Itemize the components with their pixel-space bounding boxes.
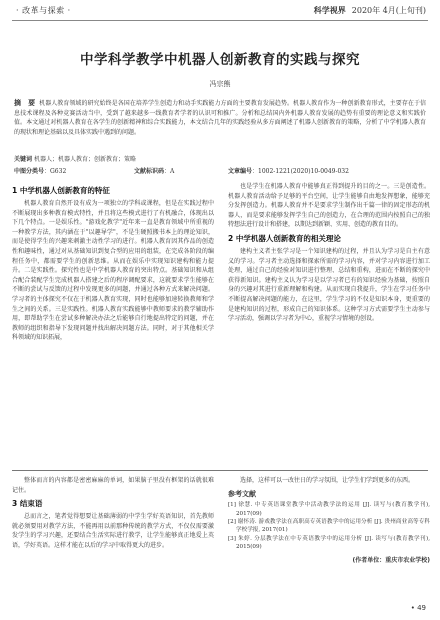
keywords-text: 机器人；机器人教育；创新教育；策略 <box>33 156 136 163</box>
author-name: 冯宗熊 <box>209 80 231 88</box>
page-header <box>0 0 440 22</box>
lower-column-right <box>228 476 430 565</box>
author-affiliation: (作者单位：重庆市农业学校) <box>352 556 430 564</box>
journal-name: 科学视界 <box>313 5 346 15</box>
article-number-label: 文章编号 <box>228 168 253 175</box>
paragraph: 也是学生在机器人教育中能够真正得到提升的目的之一。三是创造性。机器人教育活动给予足够的平台空间，让学生能够自由地发挥想象，能够充分发挥创造力。机器人教育并不是要求学生制作出千篇一律的固定形态的机器人，而是要求能够发挥学生自己的创造力，在合理的范围内按照自己的独特想法进行设计和搭建，以期达到新颖、实用、创造的教育目的。 <box>228 183 430 229</box>
paragraph: 整体而言的内容都是密密麻麻的单词，如果脑子里没有框架的话就很难记住。 <box>12 477 214 494</box>
keywords-label: 关键词 <box>14 156 33 163</box>
body-column-right <box>228 182 430 324</box>
paragraph: 选择，这样可以一改往日的学习氛围，让学生们学到更多的东西。 <box>240 477 415 484</box>
abstract-label: 摘 要 <box>14 99 36 107</box>
article-number-field <box>228 166 349 175</box>
section-heading-2: 2 中学机器人创新教育的相关理论 <box>228 233 341 243</box>
section-heading-1: 1 中学机器人创新教育的特征 <box>12 186 110 195</box>
section-heading-3: 3 结束语 <box>12 499 43 509</box>
doc-code-value: ：A <box>164 168 175 175</box>
header-rule <box>12 20 428 21</box>
lower-column-left <box>12 476 214 551</box>
paragraph: 总而言之，笔者觉得想要让基础薄弱的中学生学好英语知识，首先教师就必须要用对教学方法，不能再用以前那种传统的教学方式，不仅仅需要激发学生的学习兴趣，还要结合生活实际进行教学，让学生能够真正地爱上英语，学好英语。这样才能在以后的学习中取得更大的进步。 <box>12 513 214 549</box>
page-number: • 49 <box>411 604 426 612</box>
body-column-left <box>12 182 214 343</box>
doc-code-label: 文献标识码 <box>134 168 165 175</box>
doc-code-field <box>134 166 175 175</box>
paragraph: 建构主义者主张学习是一个知识建构的过程，并且认为学习是自主有意义的学习。学习者主动选择和探索所需的学习内容，并对学习内容进行加工处理，通过自己的经验对知识进行整理、总结和重构，进而在不断的探究中获得新知识。建构主义认为学习是以学习者已有的知识经验为基础，按照自身的兴趣对其进行重新理解和构建。从而实现自我提升，学生在学习任务中不断提高解决问题的能力，在这里，学生学习的不仅是知识本身，更重要的是建构知识的过程，形成自己的知识体系。这种学习方式需要学生主动参与学习活动，强调以学习者为中心，重视学习情境的创设。 <box>228 247 430 323</box>
reference-item: [1] 徐慧. 中专英语课堂教学中活动教学法的运用 [J]. 读写与(教育教学刊), 2017(09) <box>228 502 430 517</box>
abstract <box>14 99 426 137</box>
section-divider <box>12 470 428 471</box>
clc-label: 中图分类号 <box>14 168 45 175</box>
article-number-value: ：1002-1221(2020)10-0049-032 <box>252 168 349 175</box>
clc-field <box>14 166 67 175</box>
keywords <box>14 154 136 163</box>
paragraph: 机器人教育自然开设有成为一项独立的学科或课程，但是在实践过程中不断展现出多种教育模式特性，并且将这些模式进行了有机融合，体现出以下几个特点。一是娱乐性。"游戏化教学"近年来一直是教育领域中所重视的一种教学方法，其内涵在于"以趣导学"，不是生硬照搬书本上的理论知识，而是使得学生的兴趣来刺激主动性学习的进行。机器人教育因其作品的创造性和趣味性，通过对从基础知识到复合型的应用的组装，在完成各阶段的编程任务中，都需要学生的创新思维。从而在娱乐中实现知识建构和能力提升。二是实践性。探究性也是中学机器人教育的突出特点。基础知识和从组合配合装配学生完成机器人搭建之后的程序调配要求，这就要求学生能够在不断的尝试与反馈的过程中发现更多的问题，并通过各种方式来解决问题。学习者的主体探究不仅在于机器人教育实现，同时也能够加速转换教师和学生之间的关系。三是实践性。机器人教育实践能够中教师要求的教学辅助作用，即帮助学生在尝试多种解决办法之后能够自行地提出特定的问题，并在教师的组织和指导下发现问题并找出解决问题方法。同时，对于其他相关学科领域的知识拓展， <box>12 200 214 342</box>
abstract-text: 机器人教育领域的研究始终是各国在培养学生创造力和动手实践能力方面的主要教育发展趋势。机器人教育作为一种创新教育形式，主要存在于信息技术课程及各种竞赛活动当中，受到了越来越多一线教育者学者的认识可和推广。分析和总结国内外机器人教育发展的趋势有重要的理论意义和实践价值。本文通过对机器人教育在各学生的创新精神和综合实践能力，本文结合几年的实践经验从多方面阐述了机器人创新教育的策略，分析了中学机器人教育的现状和理论基础以及具体实践中遇到的问题。 <box>14 100 426 136</box>
reference-item: [3] 朱婷. 分层教学法在中专英语教学中的运用分析 [J]. 读写与(教育教学刊), 2015(09) <box>228 535 430 551</box>
article-title: 中学科学教学中机器人创新教育的实践与探究 <box>80 52 360 68</box>
references-heading: 参考文献 <box>228 489 256 498</box>
section-label: · 改革与探索 · <box>16 6 71 15</box>
issue-label: 2020年 4月(上旬刊) <box>351 6 426 15</box>
clc-value: ：G632 <box>44 168 67 175</box>
journal-info <box>314 5 426 16</box>
reference-item: [2] 谢怀涛. 游戏教学法在高职高专英语教学中的运用分析 [J]. 贵州商业高等专科学校学报, 2017(01) <box>228 519 430 534</box>
